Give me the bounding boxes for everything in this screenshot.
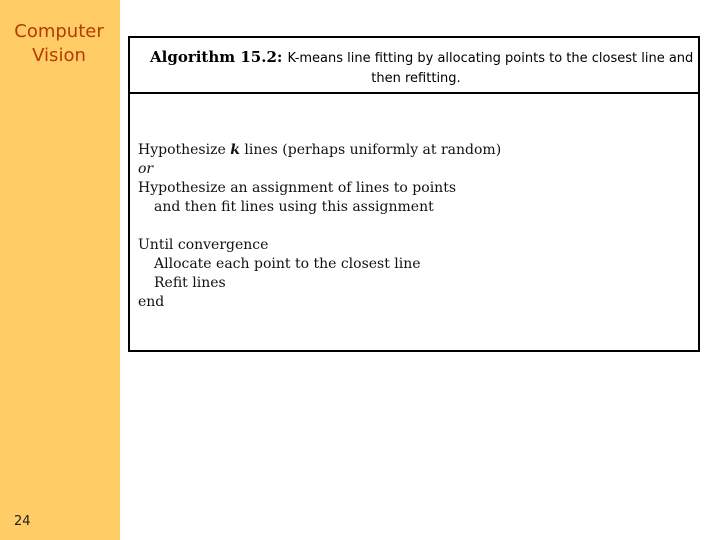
algorithm-caption-line2: then refitting. bbox=[371, 71, 461, 86]
algorithm-header bbox=[130, 38, 698, 94]
algorithm-caption-line1: K-means line fitting by allocating points to the closest line and bbox=[287, 51, 694, 66]
course-title-line1: Computer bbox=[14, 21, 104, 42]
spacer bbox=[138, 217, 501, 236]
line-1-prefix: Hypothesize bbox=[138, 142, 231, 158]
sidebar bbox=[0, 0, 120, 540]
algorithm-line-3: Hypothesize an assignment of lines to points bbox=[138, 180, 457, 196]
slide-number: 24 bbox=[14, 514, 31, 529]
algorithm-line-6: Allocate each point to the closest line bbox=[154, 256, 421, 272]
course-title-line2: Vision bbox=[32, 45, 86, 66]
algorithm-label: Algorithm 15.2: bbox=[150, 48, 283, 66]
algorithm-line-2: or bbox=[138, 161, 154, 177]
algorithm-line-1 bbox=[138, 141, 501, 160]
algorithm-heading bbox=[150, 47, 693, 66]
algorithm-body bbox=[138, 141, 501, 312]
variable-k: k bbox=[230, 142, 240, 158]
algorithm-line-4: and then fit lines using this assignment bbox=[154, 199, 434, 215]
line-1-suffix: lines (perhaps uniformly at random) bbox=[239, 142, 502, 158]
algorithm-line-5: Until convergence bbox=[138, 237, 269, 253]
algorithm-line-7: Refit lines bbox=[154, 275, 226, 291]
course-title bbox=[0, 20, 118, 68]
algorithm-line-8: end bbox=[138, 294, 165, 310]
